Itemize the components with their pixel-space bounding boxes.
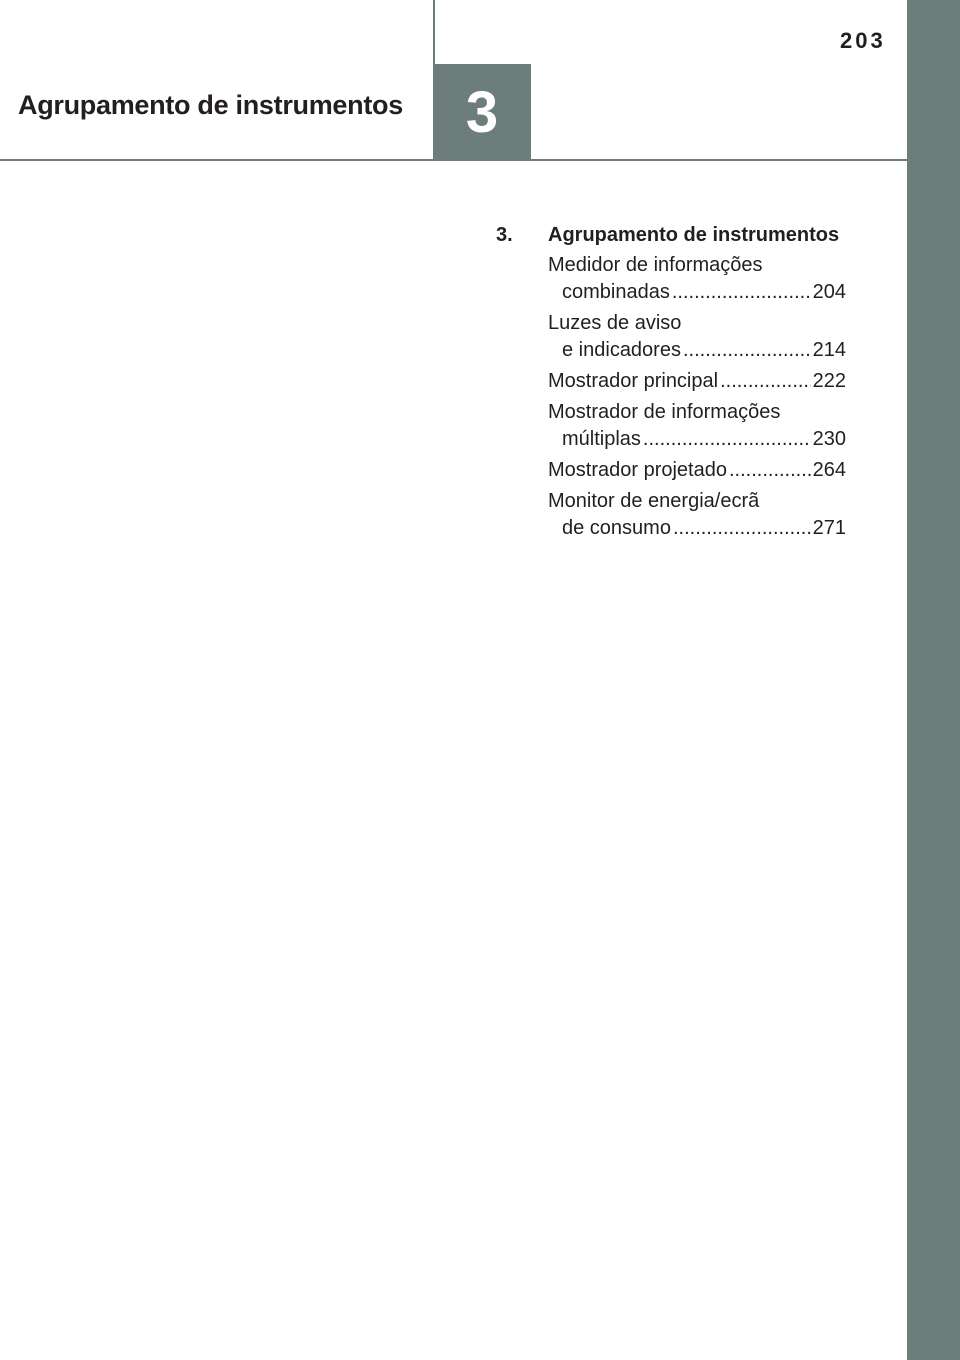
toc-leader-dots bbox=[729, 457, 811, 484]
toc-leader-dots bbox=[672, 279, 811, 306]
toc-entry-line bbox=[548, 399, 846, 426]
toc-entry-line bbox=[548, 252, 846, 279]
toc-entry-title: Luzes de aviso bbox=[548, 312, 682, 334]
toc-entry[interactable] bbox=[548, 457, 846, 484]
toc-entry-title-cont: de consumo bbox=[562, 517, 671, 539]
toc-page-number: 214 bbox=[812, 339, 846, 361]
toc-leader-dots bbox=[673, 515, 811, 542]
toc-leader-dots bbox=[720, 368, 811, 395]
toc-entry-title: Mostrador principal bbox=[548, 370, 719, 392]
chapter-number: 3 bbox=[465, 80, 499, 145]
toc-entry-title: Mostrador projetado bbox=[548, 459, 727, 481]
toc-entry-line bbox=[548, 337, 846, 364]
toc-page-number: 271 bbox=[812, 517, 846, 539]
toc-section-number: 3. bbox=[496, 224, 513, 246]
toc-entry-title: Medidor de informações bbox=[548, 254, 763, 276]
toc-entry[interactable] bbox=[548, 368, 846, 395]
toc-entry[interactable] bbox=[548, 310, 846, 364]
toc-section-heading bbox=[496, 220, 848, 250]
toc-entry-title-cont: múltiplas bbox=[562, 428, 641, 450]
chapter-number-box bbox=[433, 64, 531, 161]
toc-entry-title-cont: combinadas bbox=[562, 281, 670, 303]
toc-entry[interactable] bbox=[548, 488, 846, 542]
toc-entry-title: Mostrador de informações bbox=[548, 401, 781, 423]
toc-page-number: 264 bbox=[812, 459, 846, 481]
toc-entry-line bbox=[548, 368, 846, 395]
toc-entry-title-cont: e indicadores bbox=[562, 339, 681, 361]
chapter-title: Agrupamento de instrumentos bbox=[18, 90, 403, 120]
toc-page-number: 204 bbox=[812, 281, 846, 303]
toc-entry-line bbox=[548, 457, 846, 484]
toc-entry[interactable] bbox=[548, 252, 846, 306]
header-divider-vertical bbox=[433, 0, 435, 64]
toc-entry[interactable] bbox=[548, 399, 846, 453]
toc-page-number: 222 bbox=[812, 370, 846, 392]
toc-entry-title: Monitor de energia/ecrã bbox=[548, 490, 760, 512]
toc-leader-dots bbox=[643, 426, 811, 453]
toc-entry-list bbox=[548, 252, 846, 542]
toc-section-title: Agrupamento de instrumentos bbox=[548, 224, 840, 246]
page-number: 203 bbox=[840, 28, 886, 53]
toc-entry-line bbox=[548, 488, 846, 515]
table-of-contents bbox=[496, 220, 848, 546]
toc-leader-dots bbox=[683, 337, 811, 364]
toc-entry-line bbox=[548, 426, 846, 453]
toc-entry-line bbox=[548, 310, 846, 337]
toc-page-number: 230 bbox=[812, 428, 846, 450]
toc-entry-line bbox=[548, 279, 846, 306]
chapter-side-tab bbox=[907, 0, 960, 1360]
toc-entry-line bbox=[548, 515, 846, 542]
